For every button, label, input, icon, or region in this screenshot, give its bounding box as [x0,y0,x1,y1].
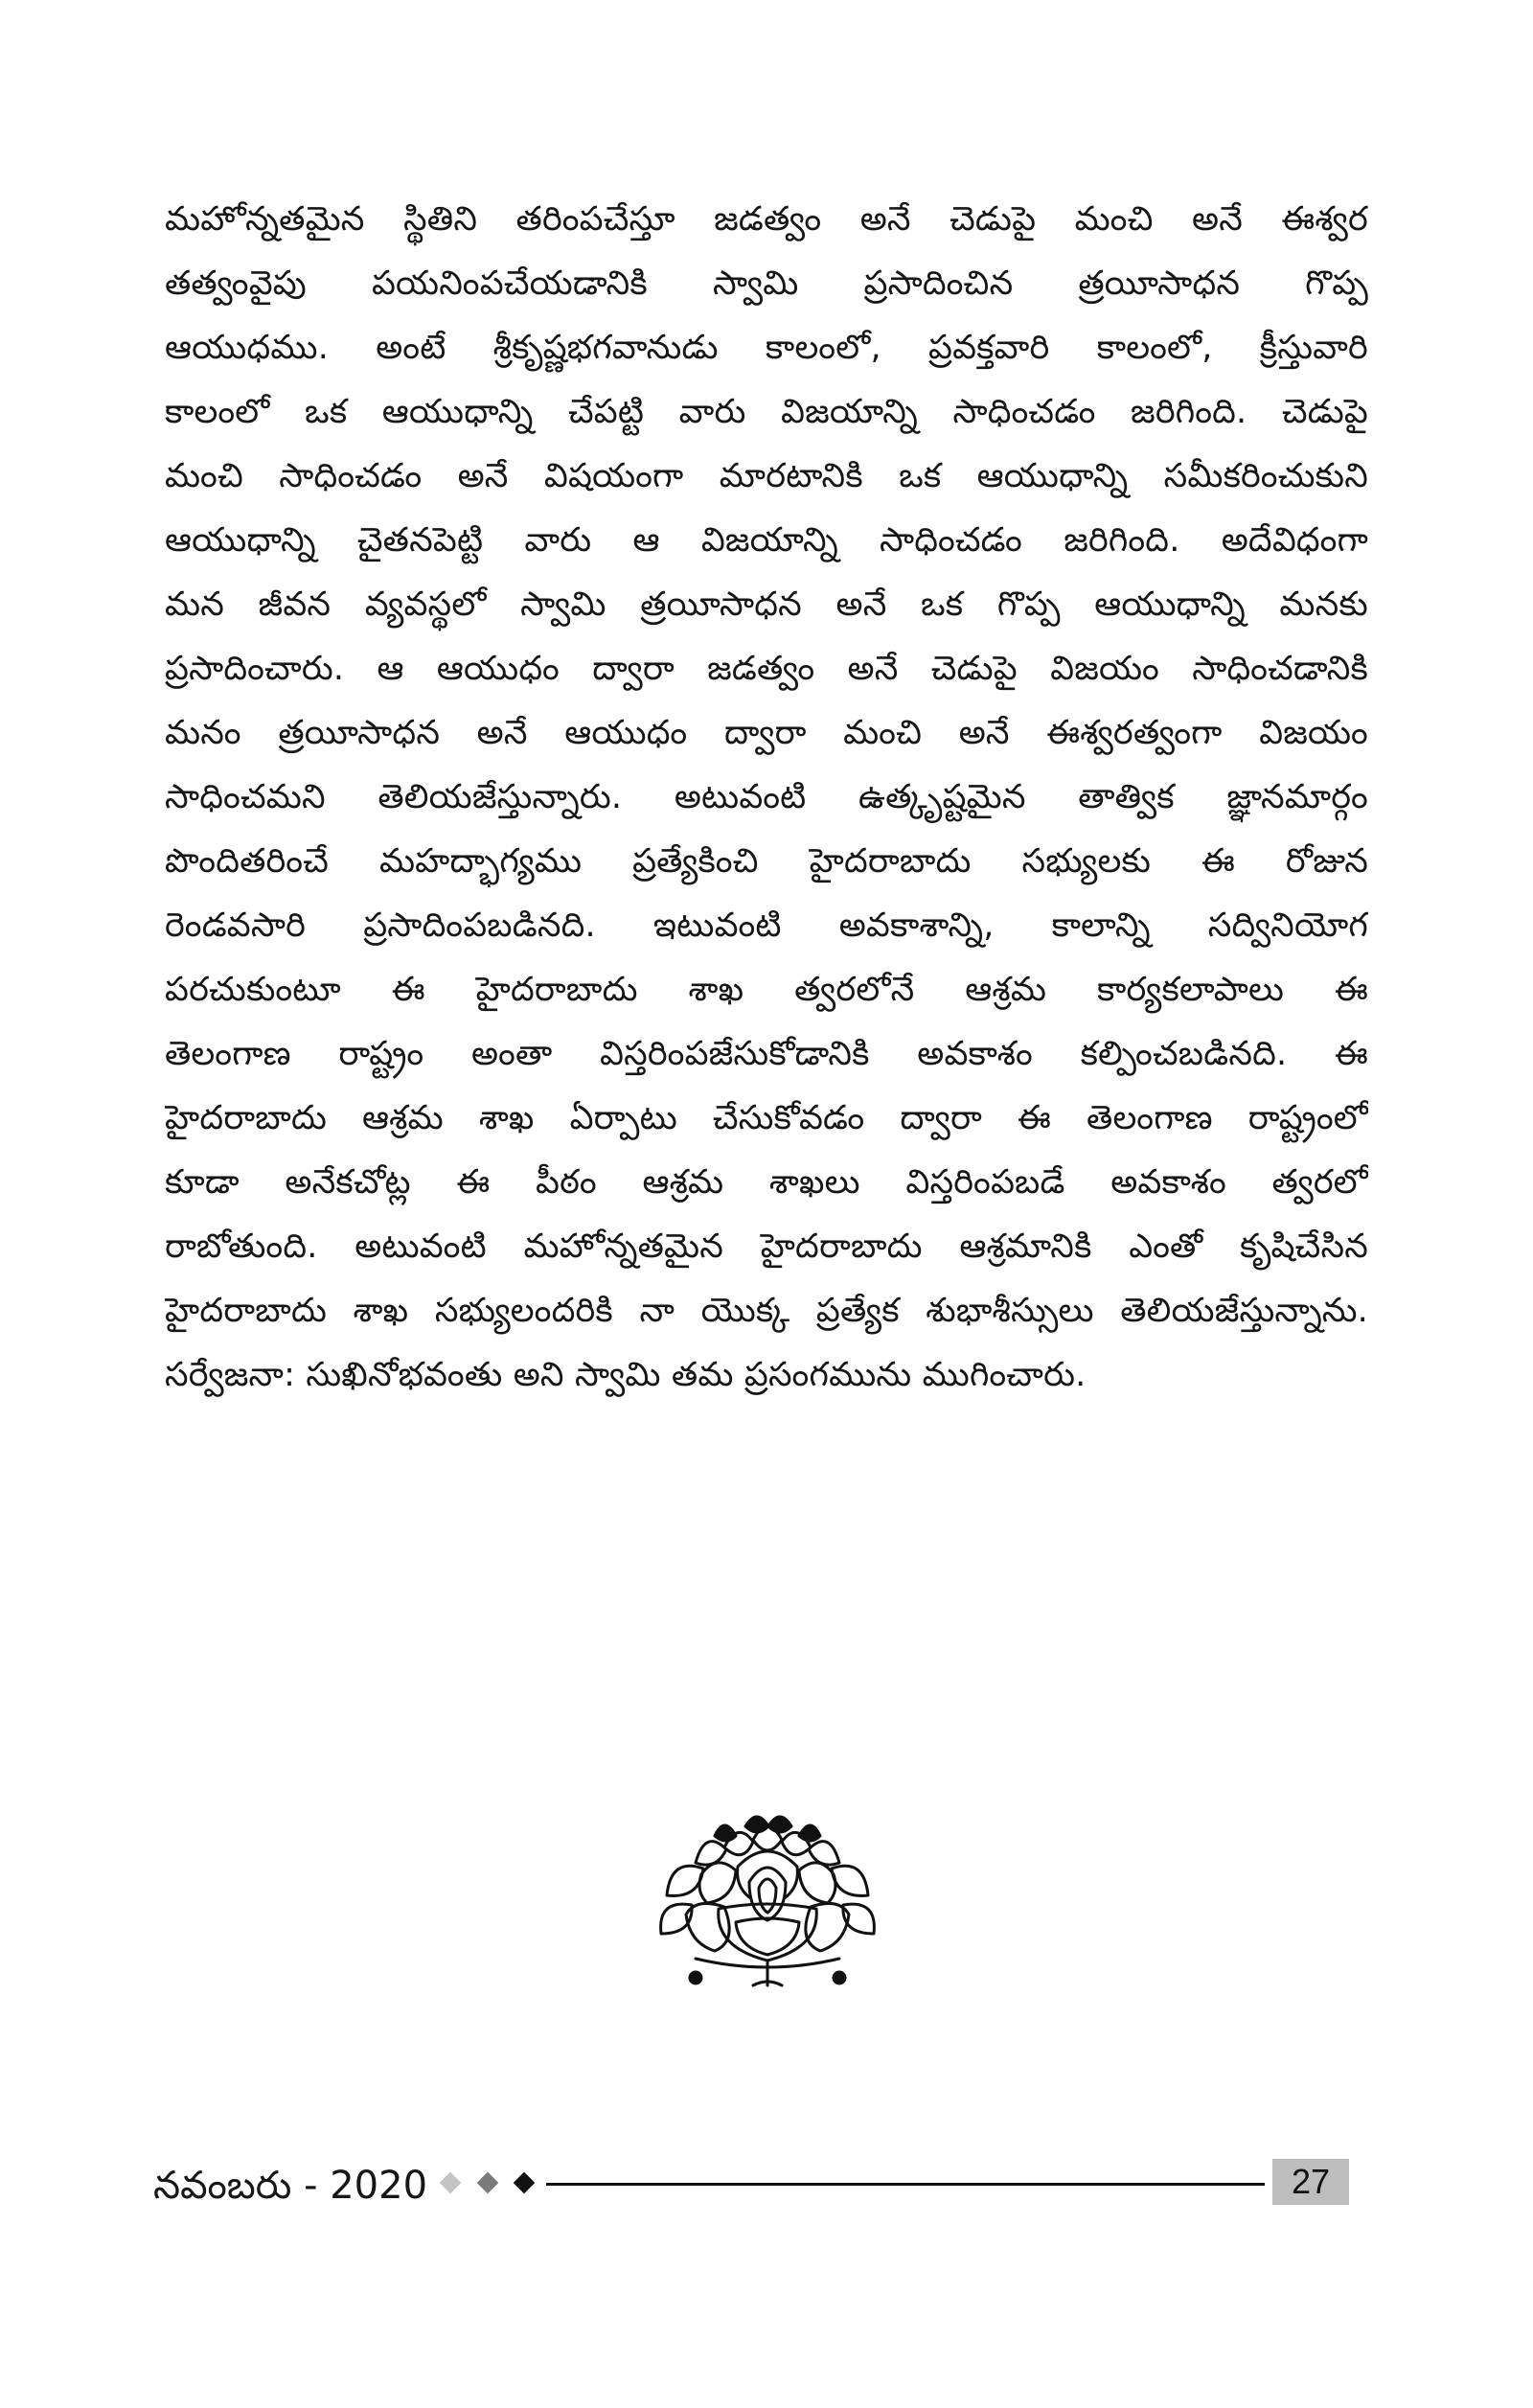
diamond-dark-icon [514,2172,536,2194]
body-line-17: రాబోతుంది. అటువంటి మహోన్నతమైన హైదరాబాదు ఆశ్రమానికి ఎంతో కృషిచేసిన [165,1227,1368,1266]
lotus-icon [657,1807,878,1991]
body-text [165,188,1368,1408]
body-line-1: మహోన్నతమైన స్థితిని తరింపచేస్తూ జడత్వం అనే చెడుపై మంచి అనే ఈశ్వర [165,200,1368,239]
body-line-18: హైదరాబాదు శాఖ సభ్యులందరికి నా యొక్క ప్రత్యేక శుభాశీస్సులు తెలియజేస్తున్నాను. [165,1292,1368,1330]
issue-date: నవంబరు - 2020 [153,2164,428,2208]
body-line-12: రెండవసారి ప్రసాదింపబడినది. ఇటువంటి అవకాశాన్ని, కాలాన్ని సద్వినియోగ [165,906,1368,945]
diamond-light-icon [440,2172,462,2194]
body-line-5: మంచి సాధించడం అనే విషయంగా మారటానికి ఒక ఆయుధాన్ని సమీకరించుకుని [165,457,1368,495]
body-line-3: ఆయుధము. అంటే శ్రీకృష్ణభగవానుడు కాలంలో, ప్రవక్తవారి కాలంలో, క్రీస్తువారి [165,329,1368,367]
diamond-mid-icon [477,2172,499,2194]
body-line-7: మన జీవన వ్యవస్థలో స్వామి త్రయీసాధన అనే ఒక గొప్ప ఆయుధాన్ని మనకు [165,585,1368,624]
body-line-19: సర్వేజనా: సుఖినోభవంతు అని స్వామి తమ ప్రసంగమును ముగించారు. [165,1356,1087,1394]
body-line-16: కూడా అనేకచోట్ల ఈ పీఠం ఆశ్రమ శాఖలు విస్తరింపబడే అవకాశం త్వరలో [165,1163,1368,1202]
body-line-2: తత్వంవైపు పయనింపచేయడానికి స్వామి ప్రసాదించిన త్రయీసాధన గొప్ప [165,264,1368,303]
body-line-14: తెలంగాణ రాష్ట్రం అంతా విస్తరింపజేసుకోడానికి అవకాశం కల్పించబడినది. ఈ [165,1035,1368,1073]
footer-rule [546,2183,1265,2186]
page-number: 27 [1272,2159,1349,2205]
body-line-11: పొందితరించే మహద్భాగ్యము ప్రత్యేకించి హైదరాబాదు సభ్యులకు ఈ రోజున [165,842,1368,881]
body-line-9: మనం త్రయీసాధన అనే ఆయుధం ద్వారా మంచి అనే ఈశ్వరత్వంగా విజయం [165,714,1368,752]
body-line-6: ఆయుధాన్ని చైతనపెట్టి వారు ఆ విజయాన్ని సాధించడం జరిగింది. అదేవిధంగా [165,521,1368,560]
body-line-15: హైదరాబాదు ఆశ్రమ శాఖ ఏర్పాటు చేసుకోవడం ద్వారా ఈ తెలంగాణ రాష్ట్రంలో [165,1099,1368,1137]
body-line-8: ప్రసాదించారు. ఆ ఆయుధం ద్వారా జడత్వం అనే చెడుపై విజయం సాధించడానికి [165,650,1368,688]
body-line-4: కాలంలో ఒక ఆయుధాన్ని చేపట్టి వారు విజయాన్ని సాధించడం జరిగింది. చెడుపై [165,393,1368,431]
body-line-13: పరచుకుంటూ ఈ హైదరాబాదు శాఖ త్వరలోనే ఆశ్రమ కార్యకలాపాలు ఈ [165,971,1368,1009]
body-line-10: సాధించమని తెలియజేస్తున్నారు. అటువంటి ఉత్కృష్టమైన తాత్విక జ్ఞానమార్గం [165,778,1368,816]
page-footer [153,2159,1382,2216]
